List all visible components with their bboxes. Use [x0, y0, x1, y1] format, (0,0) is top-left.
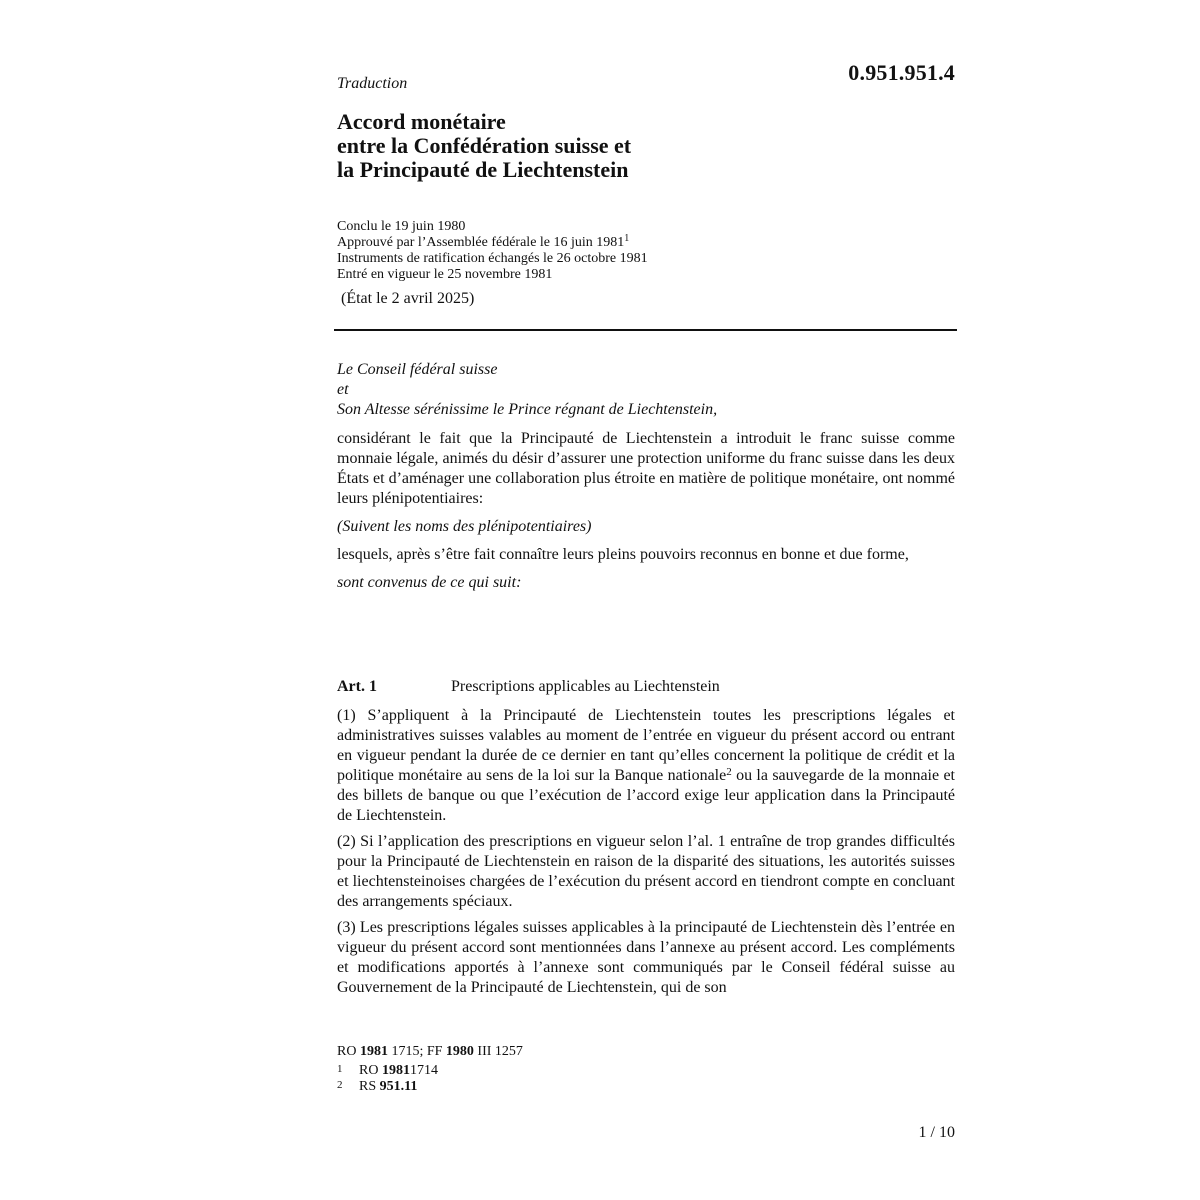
preamble: [337, 360, 955, 593]
translation-label: Traduction: [337, 75, 408, 92]
status-date: (État le 2 avril 2025): [341, 290, 475, 307]
metadata-block: [337, 219, 648, 283]
party-liechtenstein: Son Altesse sérénissime le Prince régnant de Liechtenstein,: [337, 401, 718, 418]
title-line: entre la Confédération suisse et: [337, 133, 632, 158]
party-switzerland: Le Conseil fédéral suisse: [337, 361, 498, 378]
document-title: [337, 110, 631, 182]
concluded-date: Conclu le 19 juin 1980: [337, 219, 466, 234]
footnote-ref[interactable]: 1: [624, 233, 630, 244]
ratification-date: Instruments de ratification échangés le 26 octobre 1981: [337, 251, 648, 266]
article-1-body: [337, 706, 955, 1004]
plenipotentiaries-note: (Suivent les noms des plénipotentiaires): [337, 518, 592, 535]
footnote-item: 1 RO 1981 1714: [337, 1063, 438, 1078]
header-divider: [334, 329, 957, 331]
entry-into-force-date: Entré en vigueur le 25 novembre 1981: [337, 267, 553, 282]
article-paragraph-3: (3) Les prescriptions légales suisses applicables à la principauté de Liechtenstein dès l’entrée en vigueur du présent accord sont mentionnées dans l’annexe au présent accord. Les compléments et modifications apportés à l’annexe sont communiqués par le Conseil fédéral suisse au Gouvernement de la Principauté de Liechtenstein, qui de son: [337, 919, 955, 996]
title-line: la Principauté de Liechtenstein: [337, 157, 629, 182]
considering-paragraph: considérant le fait que la Principauté de Liechtenstein a introduit le franc suisse comme monnaie légale, animés du désir d’assurer une protection uniforme du franc suisse dans les deux États et d’aménager une collaboration plus étroite en matière de politique monétaire, ont nommé leurs plénipotentiaires:: [337, 430, 955, 507]
source-reference: RO 1981 1715; FF 1980 III 1257: [337, 1044, 523, 1059]
footnote-item: 2 RS 951.11: [337, 1079, 418, 1094]
approved-date: Approuvé par l’Assemblée fédérale le 16 juin 1981$^1$: [337, 233, 630, 250]
article-title: Prescriptions applicables au Liechtenstein: [451, 678, 720, 695]
article-number: Art. 1: [337, 678, 377, 695]
article-1-heading: [337, 677, 955, 697]
article-paragraph-1: (1) S’appliquent à la Principauté de Liechtenstein toutes les prescriptions légales et administratives suisses valables au moment de l’entrée en vigueur du présent accord ou entrant en vigueur pendant la durée de ce dernier en tant qu’elles concernent la politique de crédit et la politique monétaire au sens de la loi sur la Banque nationale$^2$ ou la sauvegarde de la monnaie et des billets de banque ou que l’exécution de l’accord exige leur application dans la Principauté de Liechtenstein.: [337, 707, 955, 824]
conjunction: et: [337, 381, 349, 398]
agreed-line: sont convenus de ce qui suit:: [337, 574, 522, 591]
page-number: 1 / 10: [918, 1124, 955, 1141]
sr-number: 0.951.951.4: [848, 60, 955, 85]
footnotes: [337, 1044, 523, 1095]
powers-paragraph: lesquels, après s’être fait connaître leurs pleins pouvoirs reconnus en bonne et due forme,: [337, 546, 909, 563]
article-paragraph-2: (2) Si l’application des prescriptions en vigueur selon l’al. 1 entraîne de trop grandes difficultés pour la Principauté de Liechtenstein en raison de la disparité des situations, les autorités suisses et liechtensteinoises chargées de l’exécution du présent accord en tiendront compte en concluant des arrangements spéciaux.: [337, 833, 955, 910]
title-line: Accord monétaire: [337, 109, 506, 134]
footnote-ref[interactable]: 2: [726, 766, 732, 778]
